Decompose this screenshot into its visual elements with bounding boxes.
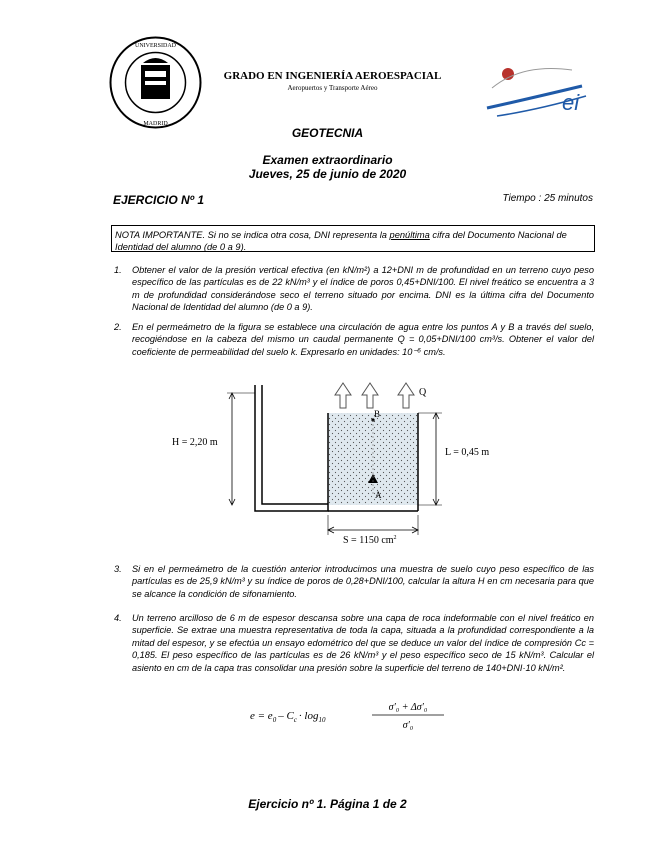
svg-text:MADRID: MADRID [143,121,168,127]
label-s: S = 1150 $cm^2$ [343,535,397,546]
exercise-title: EJERCICIO Nº 1 [113,193,205,207]
question-number: 3. [114,564,122,574]
question-number: 2. [114,322,122,332]
pipe-outer-wall [255,385,328,511]
school-logo [482,58,590,120]
flow-arrows [335,383,414,408]
time-limit: Tiempo : 25 minutos [502,193,593,204]
formula-numerator: σ′₀ + Δσ′₀ [388,702,428,713]
label-a: A [375,490,382,500]
pipe-inner-wall [262,385,328,504]
svg-text:ei: ei [562,90,580,115]
university-seal-logo [108,35,203,130]
label-q: Q [419,387,427,398]
note-prefix: NOTA IMPORTANTE. Si no se indica otra cosa, DNI representa la [115,230,390,240]
note-underlined: penúltima [389,230,430,240]
label-b: B [374,409,381,419]
exam-date: Jueves, 25 de junio de 2020 [248,167,407,181]
permeameter-figure [160,375,520,550]
label-h: H = 2,20 m [172,437,218,448]
compression-formula [250,698,480,734]
question-number: 4. [114,613,122,623]
degree-title: GRADO EN INGENIERÍA AEROESPACIAL [223,70,442,82]
question-4 [114,612,594,674]
question-text: En el permeámetro de la figura se establece una circulación de agua entre los puntos A y B a través del suelo, recogiéndose en la cabeza del mismo un caudal permanente Q = 0,05+DNI/100 cm³/s. Obtener el valor del coeficiente de permeabilidad del suelo k. Expresarlo en unidades: 10⁻⁶ cm/s. [132,322,594,357]
question-text: Un terreno arcilloso de 6 m de espesor descansa sobre una capa de roca indeformable con el nivel freático en superficie. Se extrae una muestra representativa de toda la capa, situada a la profundidad correspondiente a la mitad del espesor, y se efectúa un ensayo edométrico del que se deduce un valor del índice de compresión Cc = 0,185. El peso específico de las partículas es de 26 kN/m³ y el peso específico seco de 15 kN/m³. Calcular el asiento en cm de la capa tras consolidar una presión sobre la superficie del terreno de 140+DNI·10 kN/m². [132,613,594,673]
page-footer: Ejercicio nº 1. Página 1 de 2 [248,797,407,811]
question-number: 1. [114,265,122,275]
specialty-subtitle: Aeropuertos y Transporte Aéreo [287,84,378,92]
question-text: Obtener el valor de la presión vertical efectiva (en kN/m²) a 12+DNI m de profundidad en un terreno cuyo peso específico de las partículas es de 22 kN/m³ y el índice de poros 0,45+DNI/100. El nivel freático se encuentra a 3 m de profundidad considerándose seco el terreno situado por encima. DNI es la última cifra del Documento Nacional de Identidad del alumno (de 0 a 9). [132,265,594,313]
svg-text:e = e0– Cc· log10: $e = e_0 - C_c \cdot \log_{10}$ [250,710,326,724]
formula-denominator: σ′₀ [402,720,414,731]
question-2 [114,321,594,358]
soil-sample [328,413,418,505]
question-1 [114,264,594,314]
important-note [111,225,595,252]
course-title: GEOTECNIA [291,126,364,140]
exam-type: Examen extraordinario [262,153,393,167]
label-l: L = 0,45 m [445,447,490,458]
question-text: Si en el permeámetro de la cuestión anterior introducimos una muestra de suelo cuyo peso específico de las partículas es de 25,9 kN/m³ y su índice de poros de 0,28+DNI/100, calcular la altura H en cm necesaria para que se alcance la condición de sifonamiento. [132,564,594,599]
svg-text:UNIVERSIDAD: UNIVERSIDAD [135,43,176,49]
question-3 [114,563,594,600]
note-suffix: cifra del Documento Nacional de Identidad del alumno (de 0 a 9). [115,230,567,252]
